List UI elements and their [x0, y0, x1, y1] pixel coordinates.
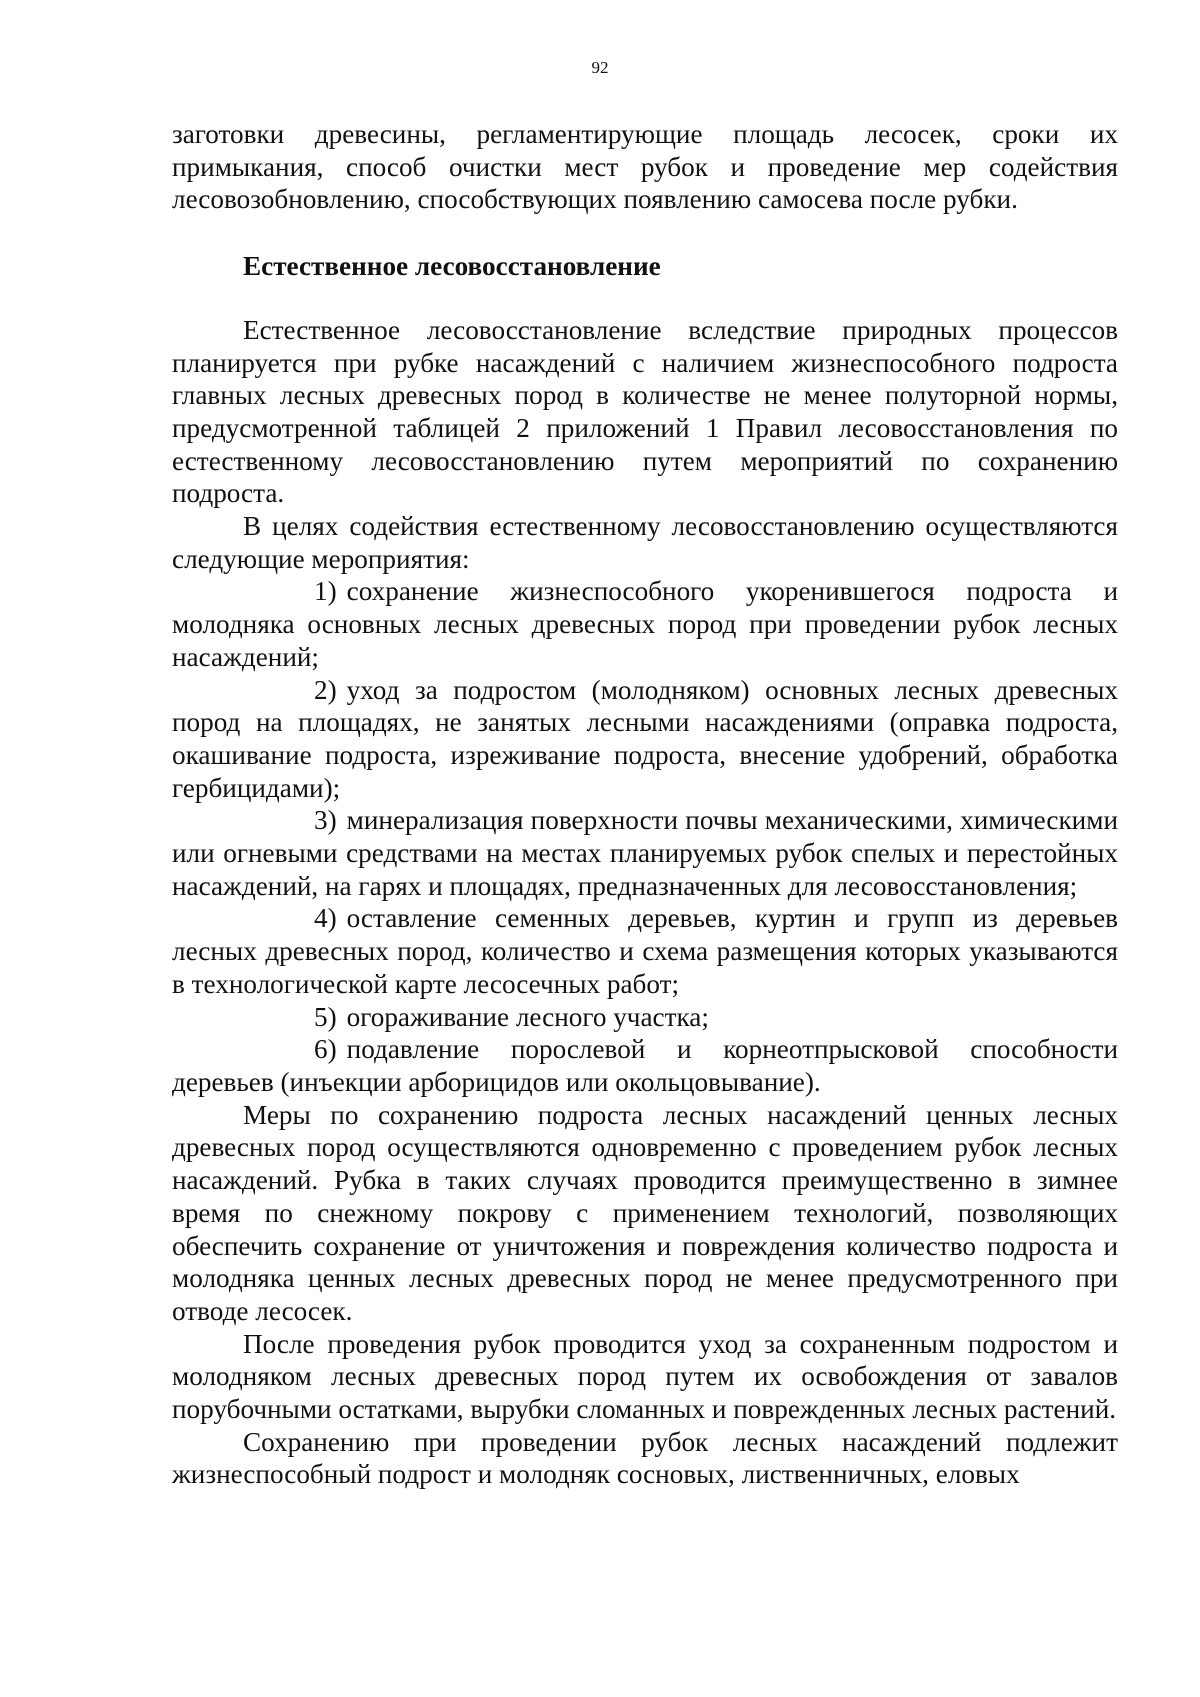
list-item-2: [172, 674, 1118, 805]
list-item-text: оставление семенных деревьев, куртин и групп из деревьев лесных древесных пород, количество и схема размещения которых указываются в технологической карте лесосечных работ;: [172, 903, 1118, 999]
list-item-text: уход за подростом (молодняком) основных лесных древесных пород на площадях, не занятых лесными насаждениями (оправка подроста, окашивание подроста, изреживание подроста, внесение удобрений, обработка гербицидами);: [172, 674, 1118, 803]
list-item-number: 2): [314, 674, 337, 705]
list-item-1: [172, 575, 1118, 673]
list-item-number: 3): [314, 805, 337, 836]
list-item-text: подавление порослевой и корнеотпрысковой способности деревьев (инъекции арборицидов или окольцовывание).: [172, 1034, 1118, 1097]
page-number: 92: [591, 58, 609, 77]
list-item-text: огораживание лесного участка;: [346, 1001, 709, 1032]
list-item-number: 1): [314, 576, 337, 607]
section-heading: Естественное лесовосстановление: [243, 251, 661, 282]
document-body: [172, 118, 1118, 1491]
list-item-text: сохранение жизнеспособного укоренившегося подроста и молодняка основных лесных древесных пород при проведении рубок лесных насаждений;: [172, 576, 1118, 672]
list-item-text: минерализация поверхности почвы механическими, химическими или огневыми средствами на местах планируемых рубок спелых и перестойных насаждений, на гарях и площадях, предназначенных для лесовосстановления;: [172, 805, 1118, 901]
list-item-5: [172, 1001, 1118, 1034]
list-item-number: 5): [314, 1001, 337, 1032]
list-item-4: [172, 902, 1118, 1000]
paragraph-4: После проведения рубок проводится уход за сохраненным подростом и молодняком лесных древесных пород путем их освобождения от завалов порубочными остатками, вырубки сломанных и поврежденных лесных растений.: [172, 1328, 1118, 1425]
list-item-3: [172, 804, 1118, 902]
intro-paragraph: заготовки древесины, регламентирующие площадь лесосек, сроки их примыкания, способ очистки мест рубок и проведение мер содействия лесовозобновлению, способствующих появлению самосева после рубки.: [172, 119, 1118, 215]
list-item-number: 4): [314, 903, 337, 934]
paragraph-3: Меры по сохранению подроста лесных насаждений ценных лесных древесных пород осуществляются одновременно с проведением рубок лесных насаждений. Рубка в таких случаях проводится преимущественно в зимнее время по снежному покрову с применением технологий, позволяющих обеспечить сохранение от уничтожения и повреждения количество подроста и молодняка ценных лесных древесных пород не менее предусмотренного при отводе лесосек.: [172, 1099, 1118, 1326]
list-item-number: 6): [314, 1034, 337, 1065]
list-item-6: [172, 1033, 1118, 1098]
paragraph-1: Естественное лесовосстановление вследствие природных процессов планируется при рубке насаждений с наличием жизнеспособного подроста главных лесных древесных пород в количестве не менее полуторной нормы, предусмотренной таблицей 2 приложений 1 Правил лесовосстановления по естественному лесовосстановлению путем мероприятий по сохранению подроста.: [172, 314, 1118, 509]
paragraph-2: В целях содействия естественному лесовосстановлению осуществляются следующие мероприятия:: [172, 511, 1118, 574]
paragraph-5: Сохранению при проведении рубок лесных насаждений подлежит жизнеспособный подрост и молодняк сосновых, лиственничных, еловых: [172, 1426, 1118, 1490]
